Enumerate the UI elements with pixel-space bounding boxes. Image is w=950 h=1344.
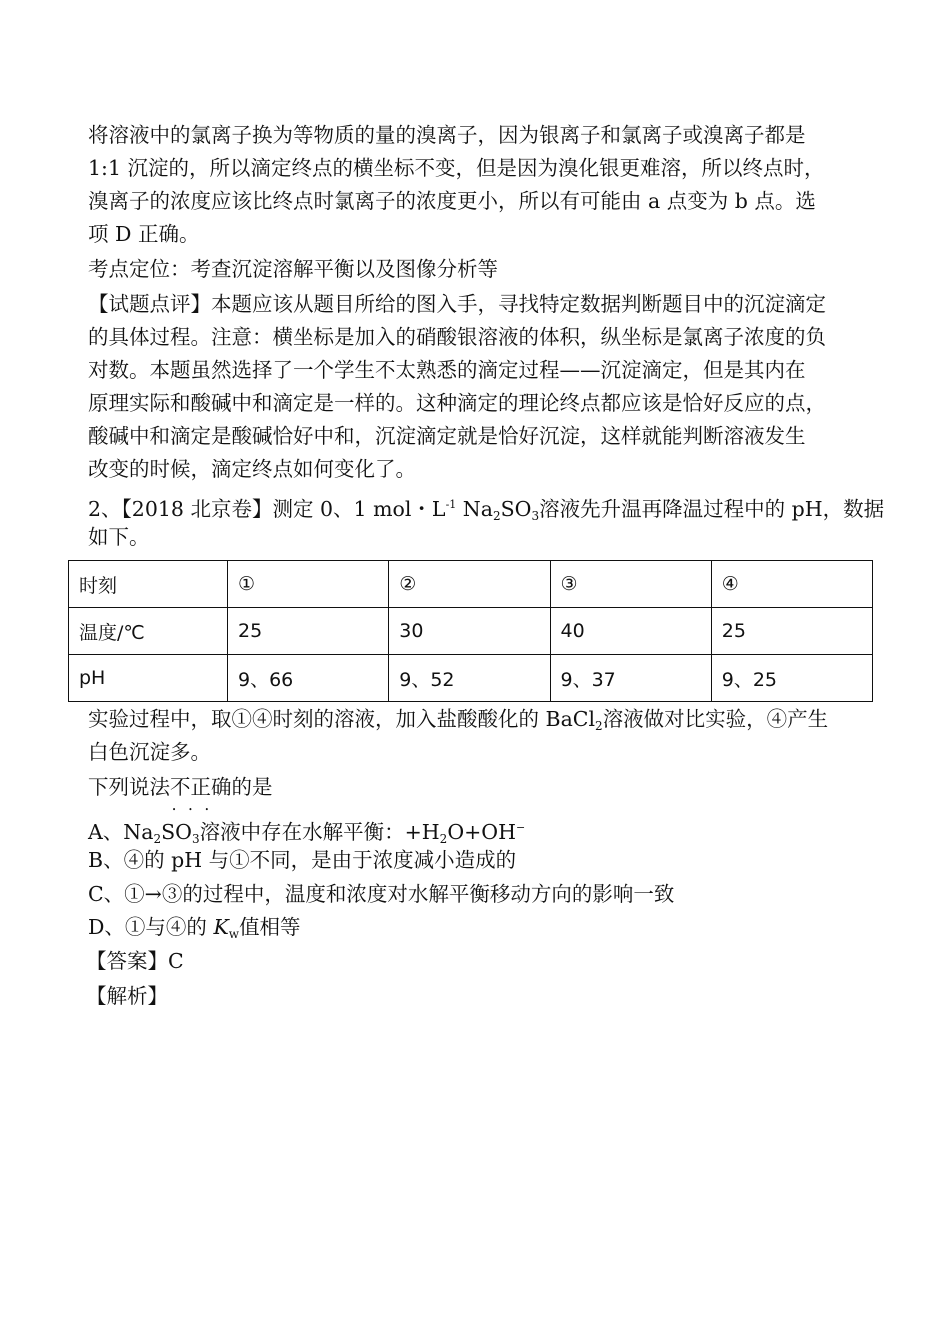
option-a-sub-3: 2: [439, 832, 448, 846]
data-table: [68, 560, 873, 702]
table-cell: pH: [69, 655, 228, 702]
option-a-text-3: 溶液中存在水解平衡：+H: [199, 820, 440, 844]
experiment-line-2: 白色沉淀多。: [88, 740, 211, 764]
table-cell: ③: [550, 561, 711, 608]
option-a-sub-2: 3: [191, 832, 200, 846]
option-c: C、①→③的过程中，温度和浓度对水解平衡移动方向的影响一致: [88, 882, 675, 906]
experiment-sub: 2: [595, 719, 603, 733]
experiment-text-b: 溶液做对比实验，④产生: [602, 707, 829, 731]
stem-so: SO: [500, 497, 532, 521]
intro-line-4: 项 D 正确。: [88, 222, 200, 246]
table-cell: 9、25: [711, 655, 872, 702]
comment-line-3: 对数。本题虽然选择了一个学生不太熟悉的滴定过程——沉淀滴定，但是其内在: [88, 358, 806, 382]
stem-prefix: 2、【2018 北京卷】测定 0、1 mol・L: [88, 497, 446, 521]
intro-line-1: 将溶液中的氯离子换为等物质的量的溴离子，因为银离子和氯离子或溴离子都是: [88, 123, 806, 147]
comment-line-5: 酸碱中和滴定是酸碱恰好中和，沉淀滴定就是恰好沉淀，这样就能判断溶液发生: [88, 424, 806, 448]
table-cell: 9、52: [389, 655, 550, 702]
table-cell: 9、66: [228, 655, 389, 702]
comment-line-4: 原理实际和酸碱中和滴定是一样的。这种滴定的理论终点都应该是恰好反应的点，: [88, 391, 826, 415]
intro-line-3: 溴离子的浓度应该比终点时氯离子的浓度更小，所以有可能由 a 点变为 b 点。选: [88, 189, 816, 213]
question-prompt: [88, 771, 878, 804]
prompt-emphasis: 不正确 • • •: [170, 775, 232, 799]
question-stem-line-2: 如下。: [88, 525, 150, 549]
stem-na: Na: [456, 497, 493, 521]
stem-sup: -1: [445, 498, 457, 511]
table-row: [69, 655, 873, 702]
prompt-after: 的是: [231, 775, 273, 799]
option-d-sub: w: [228, 927, 240, 941]
experiment-text-a: 实验过程中，取①④时刻的溶液，加入盐酸酸化的 BaCl: [88, 707, 596, 731]
table-cell: ①: [228, 561, 389, 608]
table-row: [69, 561, 873, 608]
table-cell: 25: [711, 608, 872, 655]
stem-suffix: 溶液先升温再降温过程中的 pH，数据: [539, 497, 885, 521]
kaodian-line: 考点定位：考查沉淀溶解平衡以及图像分析等: [88, 257, 498, 281]
table-row: [69, 608, 873, 655]
intro-line-2: 1:1 沉淀的，所以滴定终点的横坐标不变，但是因为溴化银更难溶，所以终点时，: [88, 156, 825, 180]
comment-line-6: 改变的时候，滴定终点如何变化了。: [88, 457, 416, 481]
table-cell: 30: [389, 608, 550, 655]
option-d-k: K: [213, 915, 229, 939]
option-d-text-1: D、①与④的: [88, 915, 214, 939]
table-cell: 40: [550, 608, 711, 655]
option-b: B、④的 pH 与①不同，是由于浓度减小造成的: [88, 848, 517, 872]
table-cell: 9、37: [550, 655, 711, 702]
option-a-sup: −: [515, 821, 526, 834]
option-a-text-4: O+OH: [447, 820, 516, 844]
analysis-heading: 【解析】: [86, 984, 168, 1008]
option-d-text-2: 值相等: [239, 915, 301, 939]
table-cell: 25: [228, 608, 389, 655]
option-a-sub-1: 2: [153, 832, 162, 846]
table-cell: 温度/℃: [69, 608, 228, 655]
table-cell: ④: [711, 561, 872, 608]
stem-sub-1: 2: [492, 509, 501, 523]
stem-sub-2: 3: [531, 509, 540, 523]
option-a-text-2: SO: [161, 820, 192, 844]
prompt-before: 下列说法: [88, 775, 170, 799]
option-a-text-1: A、Na: [88, 820, 154, 844]
table-cell: 时刻: [69, 561, 228, 608]
comment-line-2: 的具体过程。注意：横坐标是加入的硝酸银溶液的体积，纵坐标是氯离子浓度的负: [88, 325, 826, 349]
table-cell: ②: [389, 561, 550, 608]
answer-line: 【答案】C: [86, 949, 184, 973]
comment-line-1: 【试题点评】本题应该从题目所给的图入手，寻找特定数据判断题目中的沉淀滴定: [88, 292, 826, 316]
